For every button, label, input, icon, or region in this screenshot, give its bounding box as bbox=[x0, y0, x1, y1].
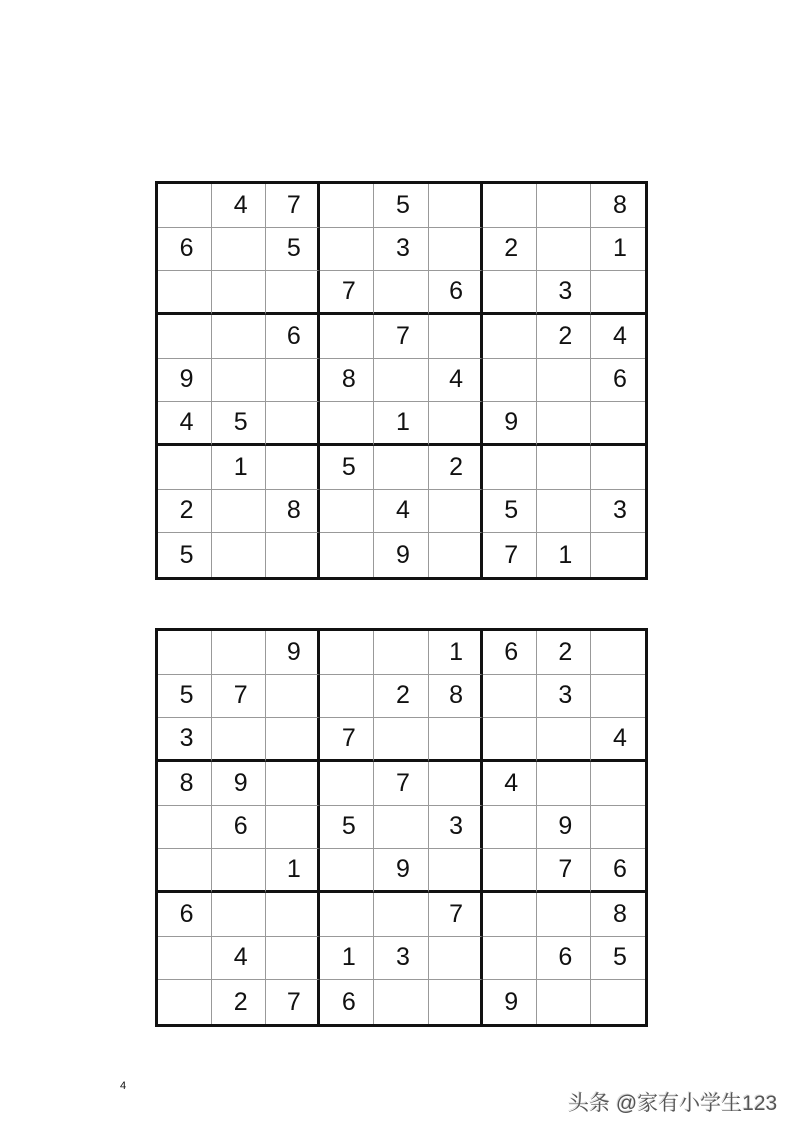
sudoku-cell-r6c6 bbox=[429, 402, 483, 446]
sudoku-cell-r6c3: 1 bbox=[266, 849, 320, 893]
sudoku-cell-r8c3: 8 bbox=[266, 490, 320, 534]
sudoku-cell-r5c4: 8 bbox=[320, 359, 374, 403]
sudoku-cell-r8c4: 1 bbox=[320, 937, 374, 981]
sudoku-cell-r3c2 bbox=[212, 718, 266, 762]
sudoku-cell-r1c8 bbox=[537, 184, 591, 228]
sudoku-cell-r7c4: 5 bbox=[320, 446, 374, 490]
sudoku-cell-r1c8: 2 bbox=[537, 631, 591, 675]
sudoku-cell-r6c5: 9 bbox=[374, 849, 428, 893]
sudoku-cell-r2c6 bbox=[429, 228, 483, 272]
sudoku-cell-r8c6 bbox=[429, 937, 483, 981]
sudoku-cell-r7c1 bbox=[158, 446, 212, 490]
sudoku-cell-r7c5 bbox=[374, 893, 428, 937]
sudoku-cell-r1c7: 6 bbox=[483, 631, 537, 675]
sudoku-cell-r5c6: 3 bbox=[429, 806, 483, 850]
sudoku-cell-r5c5 bbox=[374, 359, 428, 403]
sudoku-cell-r8c8: 6 bbox=[537, 937, 591, 981]
sudoku-cell-r8c4 bbox=[320, 490, 374, 534]
sudoku-cell-r5c7 bbox=[483, 359, 537, 403]
sudoku-cell-r4c3 bbox=[266, 762, 320, 806]
sudoku-cell-r9c1: 5 bbox=[158, 533, 212, 577]
sudoku-cell-r5c6: 4 bbox=[429, 359, 483, 403]
sudoku-cell-r6c7 bbox=[483, 849, 537, 893]
sudoku-cell-r7c1: 6 bbox=[158, 893, 212, 937]
sudoku-cell-r5c9: 6 bbox=[591, 359, 645, 403]
sudoku-cell-r2c1: 5 bbox=[158, 675, 212, 719]
sudoku-cell-r2c5: 3 bbox=[374, 228, 428, 272]
sudoku-cell-r1c7 bbox=[483, 184, 537, 228]
sudoku-cell-r4c2 bbox=[212, 315, 266, 359]
sudoku-cell-r2c5: 2 bbox=[374, 675, 428, 719]
sudoku-cell-r1c1 bbox=[158, 184, 212, 228]
sudoku-cell-r8c9: 5 bbox=[591, 937, 645, 981]
sudoku-cell-r5c8 bbox=[537, 359, 591, 403]
sudoku-cell-r1c6: 1 bbox=[429, 631, 483, 675]
sudoku-cell-r8c7: 5 bbox=[483, 490, 537, 534]
sudoku-cell-r9c7: 7 bbox=[483, 533, 537, 577]
sudoku-cell-r1c6 bbox=[429, 184, 483, 228]
sudoku-cell-r6c9: 6 bbox=[591, 849, 645, 893]
sudoku-cell-r6c9 bbox=[591, 402, 645, 446]
sudoku-cell-r7c2 bbox=[212, 893, 266, 937]
sudoku-cell-r2c9 bbox=[591, 675, 645, 719]
sudoku-cell-r1c9 bbox=[591, 631, 645, 675]
sudoku-cell-r1c5 bbox=[374, 631, 428, 675]
sudoku-cell-r9c1 bbox=[158, 980, 212, 1024]
sudoku-cell-r2c2 bbox=[212, 228, 266, 272]
sudoku-cell-r6c4 bbox=[320, 849, 374, 893]
sudoku-cell-r5c7 bbox=[483, 806, 537, 850]
sudoku-cell-r7c8 bbox=[537, 893, 591, 937]
sudoku-cell-r7c3 bbox=[266, 446, 320, 490]
sudoku-cell-r4c2: 9 bbox=[212, 762, 266, 806]
sudoku-cell-r3c7 bbox=[483, 718, 537, 762]
watermark: 头条 @家有小学生123 bbox=[568, 1092, 778, 1115]
sudoku-cell-r6c4 bbox=[320, 402, 374, 446]
sudoku-cell-r9c9 bbox=[591, 980, 645, 1024]
sudoku-cell-r5c2: 6 bbox=[212, 806, 266, 850]
sudoku-cell-r2c1: 6 bbox=[158, 228, 212, 272]
sudoku-cell-r2c4 bbox=[320, 675, 374, 719]
sudoku-cell-r5c5 bbox=[374, 806, 428, 850]
sudoku-cell-r9c5 bbox=[374, 980, 428, 1024]
sudoku-cell-r4c8: 2 bbox=[537, 315, 591, 359]
sudoku-cell-r6c2: 5 bbox=[212, 402, 266, 446]
sudoku-cell-r9c4 bbox=[320, 533, 374, 577]
sudoku-cell-r5c8: 9 bbox=[537, 806, 591, 850]
sudoku-cell-r7c7 bbox=[483, 446, 537, 490]
sudoku-cell-r9c8 bbox=[537, 980, 591, 1024]
sudoku-cell-r3c1 bbox=[158, 271, 212, 315]
sudoku-cell-r8c1 bbox=[158, 937, 212, 981]
sudoku-cell-r4c4 bbox=[320, 315, 374, 359]
sudoku-cell-r8c3 bbox=[266, 937, 320, 981]
sudoku-cell-r4c1 bbox=[158, 315, 212, 359]
sudoku-cell-r6c2 bbox=[212, 849, 266, 893]
sudoku-cell-r4c1: 8 bbox=[158, 762, 212, 806]
sudoku-cell-r4c5: 7 bbox=[374, 315, 428, 359]
sudoku-cell-r6c8: 7 bbox=[537, 849, 591, 893]
sudoku-cell-r1c3: 7 bbox=[266, 184, 320, 228]
sudoku-cell-r9c9 bbox=[591, 533, 645, 577]
sudoku-cell-r3c6: 6 bbox=[429, 271, 483, 315]
sudoku-cell-r1c4 bbox=[320, 631, 374, 675]
sudoku-cell-r8c2: 4 bbox=[212, 937, 266, 981]
sudoku-cell-r7c8 bbox=[537, 446, 591, 490]
sudoku-cell-r4c7 bbox=[483, 315, 537, 359]
sudoku-cell-r7c6: 2 bbox=[429, 446, 483, 490]
sudoku-cell-r9c8: 1 bbox=[537, 533, 591, 577]
sudoku-cell-r4c8 bbox=[537, 762, 591, 806]
sudoku-cell-r8c8 bbox=[537, 490, 591, 534]
sudoku-cell-r2c7: 2 bbox=[483, 228, 537, 272]
sudoku-cell-r6c5: 1 bbox=[374, 402, 428, 446]
sudoku-cell-r7c6: 7 bbox=[429, 893, 483, 937]
sudoku-cell-r4c7: 4 bbox=[483, 762, 537, 806]
sudoku-cell-r6c6 bbox=[429, 849, 483, 893]
sudoku-cell-r1c2 bbox=[212, 631, 266, 675]
sudoku-cell-r6c8 bbox=[537, 402, 591, 446]
sudoku-cell-r1c3: 9 bbox=[266, 631, 320, 675]
sudoku-cell-r9c3: 7 bbox=[266, 980, 320, 1024]
sudoku-cell-r3c8 bbox=[537, 718, 591, 762]
sudoku-cell-r5c3 bbox=[266, 806, 320, 850]
sudoku-cell-r8c5: 3 bbox=[374, 937, 428, 981]
sudoku-cell-r4c6 bbox=[429, 315, 483, 359]
sudoku-grid-2 bbox=[155, 628, 648, 1027]
sudoku-cell-r9c4: 6 bbox=[320, 980, 374, 1024]
page-number: 4 bbox=[120, 1080, 127, 1092]
sudoku-cell-r9c6 bbox=[429, 533, 483, 577]
sudoku-cell-r3c5 bbox=[374, 271, 428, 315]
sudoku-cell-r7c9: 8 bbox=[591, 893, 645, 937]
sudoku-cell-r9c7: 9 bbox=[483, 980, 537, 1024]
sudoku-cell-r2c3 bbox=[266, 675, 320, 719]
sudoku-cell-r5c2 bbox=[212, 359, 266, 403]
sudoku-cell-r3c3 bbox=[266, 271, 320, 315]
sudoku-cell-r2c3: 5 bbox=[266, 228, 320, 272]
sudoku-cell-r8c9: 3 bbox=[591, 490, 645, 534]
sudoku-cell-r9c5: 9 bbox=[374, 533, 428, 577]
sudoku-grid-1 bbox=[155, 181, 648, 580]
sudoku-cell-r6c7: 9 bbox=[483, 402, 537, 446]
sudoku-cell-r9c3 bbox=[266, 533, 320, 577]
sudoku-cell-r1c5: 5 bbox=[374, 184, 428, 228]
sudoku-cell-r3c6 bbox=[429, 718, 483, 762]
sudoku-cell-r1c4 bbox=[320, 184, 374, 228]
sudoku-cell-r2c9: 1 bbox=[591, 228, 645, 272]
sudoku-cell-r4c9: 4 bbox=[591, 315, 645, 359]
sudoku-cell-r2c8: 3 bbox=[537, 675, 591, 719]
sudoku-cell-r4c5: 7 bbox=[374, 762, 428, 806]
sudoku-cell-r7c9 bbox=[591, 446, 645, 490]
sudoku-cell-r7c7 bbox=[483, 893, 537, 937]
sudoku-cell-r3c7 bbox=[483, 271, 537, 315]
sudoku-cell-r4c6 bbox=[429, 762, 483, 806]
sudoku-cell-r3c4: 7 bbox=[320, 271, 374, 315]
sudoku-cell-r3c5 bbox=[374, 718, 428, 762]
sudoku-cell-r5c1: 9 bbox=[158, 359, 212, 403]
sudoku-cell-r3c4: 7 bbox=[320, 718, 374, 762]
sudoku-cell-r8c1: 2 bbox=[158, 490, 212, 534]
sudoku-cell-r7c5 bbox=[374, 446, 428, 490]
sudoku-cell-r7c3 bbox=[266, 893, 320, 937]
sudoku-cell-r7c2: 1 bbox=[212, 446, 266, 490]
sudoku-cell-r1c9: 8 bbox=[591, 184, 645, 228]
sudoku-cell-r6c1: 4 bbox=[158, 402, 212, 446]
sudoku-cell-r2c8 bbox=[537, 228, 591, 272]
sudoku-cell-r3c2 bbox=[212, 271, 266, 315]
sudoku-cell-r7c4 bbox=[320, 893, 374, 937]
sudoku-cell-r3c9: 4 bbox=[591, 718, 645, 762]
sudoku-cell-r3c3 bbox=[266, 718, 320, 762]
sudoku-cell-r3c1: 3 bbox=[158, 718, 212, 762]
sudoku-cell-r5c1 bbox=[158, 806, 212, 850]
sudoku-cell-r3c8: 3 bbox=[537, 271, 591, 315]
sudoku-cell-r5c4: 5 bbox=[320, 806, 374, 850]
sudoku-cell-r2c2: 7 bbox=[212, 675, 266, 719]
sudoku-cell-r8c5: 4 bbox=[374, 490, 428, 534]
sudoku-cell-r2c7 bbox=[483, 675, 537, 719]
sudoku-cell-r4c9 bbox=[591, 762, 645, 806]
sudoku-cell-r9c2 bbox=[212, 533, 266, 577]
sudoku-cell-r1c2: 4 bbox=[212, 184, 266, 228]
sudoku-cell-r9c2: 2 bbox=[212, 980, 266, 1024]
sudoku-cell-r5c3 bbox=[266, 359, 320, 403]
sudoku-cell-r8c2 bbox=[212, 490, 266, 534]
sudoku-cell-r2c4 bbox=[320, 228, 374, 272]
sudoku-cell-r3c9 bbox=[591, 271, 645, 315]
sudoku-cell-r4c4 bbox=[320, 762, 374, 806]
sudoku-cell-r8c6 bbox=[429, 490, 483, 534]
sudoku-cell-r5c9 bbox=[591, 806, 645, 850]
sudoku-cell-r6c1 bbox=[158, 849, 212, 893]
sudoku-cell-r6c3 bbox=[266, 402, 320, 446]
sudoku-cell-r9c6 bbox=[429, 980, 483, 1024]
sudoku-cell-r1c1 bbox=[158, 631, 212, 675]
sudoku-cell-r2c6: 8 bbox=[429, 675, 483, 719]
sudoku-cell-r4c3: 6 bbox=[266, 315, 320, 359]
sudoku-cell-r8c7 bbox=[483, 937, 537, 981]
